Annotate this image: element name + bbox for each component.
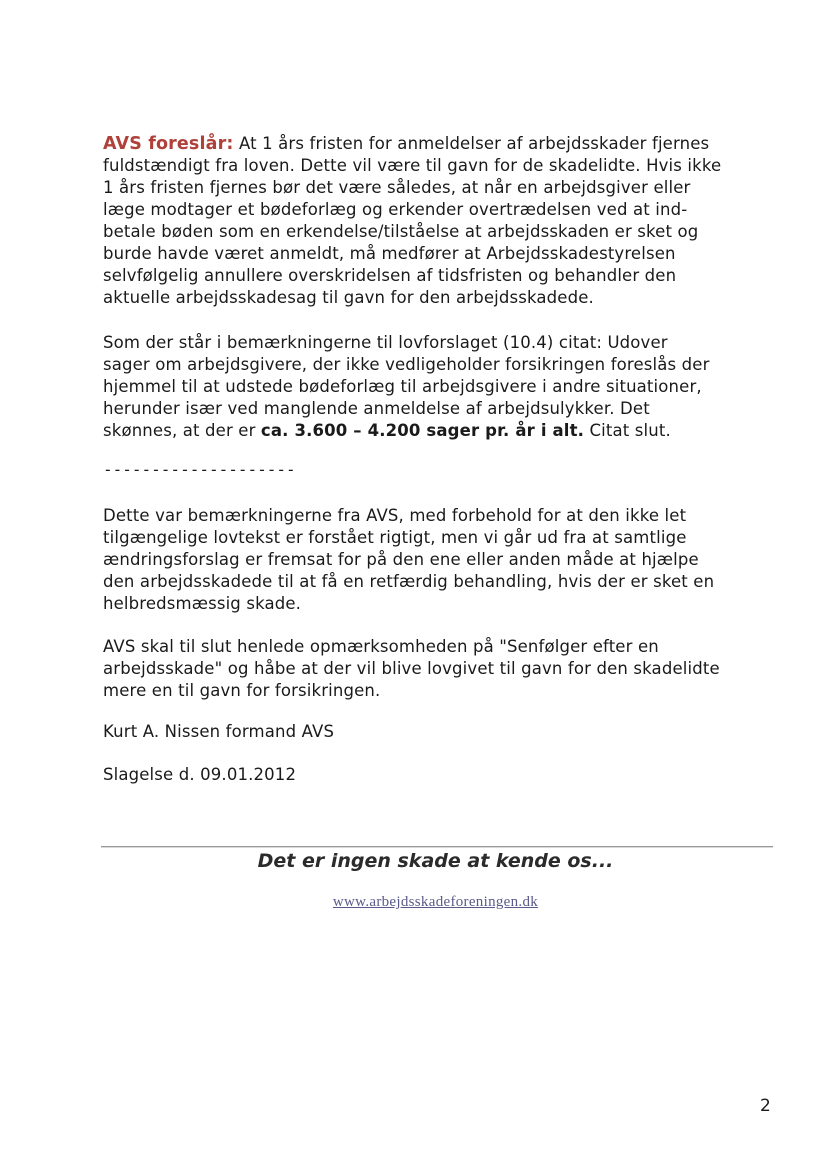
proposal-line: aktuelle arbejdsskadesag til gavn for den arbejdsskadede. [103,288,594,307]
citation-line: hjemmel til at udstede bødeforlæg til arbejdsgivere i andre situationer, [103,377,702,396]
proposal-line: AVS foreslår: At 1 års fristen for anmeldelser af arbejdsskader fjernes [103,134,710,154]
citation-line: Som der står i bemærkningerne til lovforslaget (10.4) citat: Udover [103,333,668,352]
attention-line: arbejdsskade" og håbe at der vil blive lovgivet til gavn for den skadelidte [103,659,720,678]
attention-paragraph [103,636,783,702]
proposal-line: selvfølgelig annullere overskridelsen af tidsfristen og behandler den [103,266,677,285]
page-number: 2 [760,1096,771,1116]
citation-line: sager om arbejdsgivere, der ikke vedligeholder forsikringen foreslås der [103,355,710,374]
remarks-line: tilgængelige lovtekst er forstået rigtigt, men vi går ud fra at samtlige [103,528,687,547]
remarks-line: Dette var bemærkningerne fra AVS, med forbehold for at den ikke let [103,506,687,525]
attention-line: mere en til gavn for forsikringen. [103,681,381,700]
proposal-line: 1 års fristen fjernes bør det være således, at når en arbejdsgiver eller [103,178,691,197]
proposal-line: læge modtager et bødeforlæg og erkender overtrædelsen ved at ind- [103,200,688,219]
citation-line-last: skønnes, at der er ca. 3.600 – 4.200 sager pr. år i alt. Citat slut. [103,421,671,440]
proposal-line: fuldstændigt fra loven. Dette vil være til gavn for de skadelidte. Hvis ikke [103,156,722,175]
proposal-line: burde havde været anmeldt, må medfører at Arbejdsskadestyrelsen [103,244,676,263]
citation-paragraph [103,332,783,442]
proposal-paragraph [103,133,783,309]
website-link[interactable]: www.arbejdsskadeforeningen.dk [332,894,539,910]
signature: Kurt A. Nissen formand AVS [103,722,335,741]
separator: -------------------- [103,460,296,479]
remarks-line: ændringsforslag er fremsat for på den ene eller anden måde at hjælpe [103,550,699,569]
remarks-line: den arbejdsskadede til at få en retfærdig behandling, hvis der er sket en [103,572,715,591]
case-count-highlight: ca. 3.600 – 4.200 sager pr. år i alt. [260,421,585,440]
remarks-line: helbredsmæssig skade. [103,594,302,613]
attention-line: AVS skal til slut henlede opmærksomheden på "Senfølger efter en [103,637,659,656]
remarks-paragraph [103,505,783,615]
footer-divider [101,846,773,848]
place-date: Slagelse d. 09.01.2012 [103,765,297,784]
proposal-lead: AVS foreslår: [103,134,234,154]
citation-line: herunder især ved manglende anmeldelse af arbejdsulykker. Det [103,399,650,418]
footer-slogan: Det er ingen skade at kende os... [257,850,614,872]
proposal-line: betale bøden som en erkendelse/tilståelse at arbejdsskaden er sket og [103,222,699,241]
